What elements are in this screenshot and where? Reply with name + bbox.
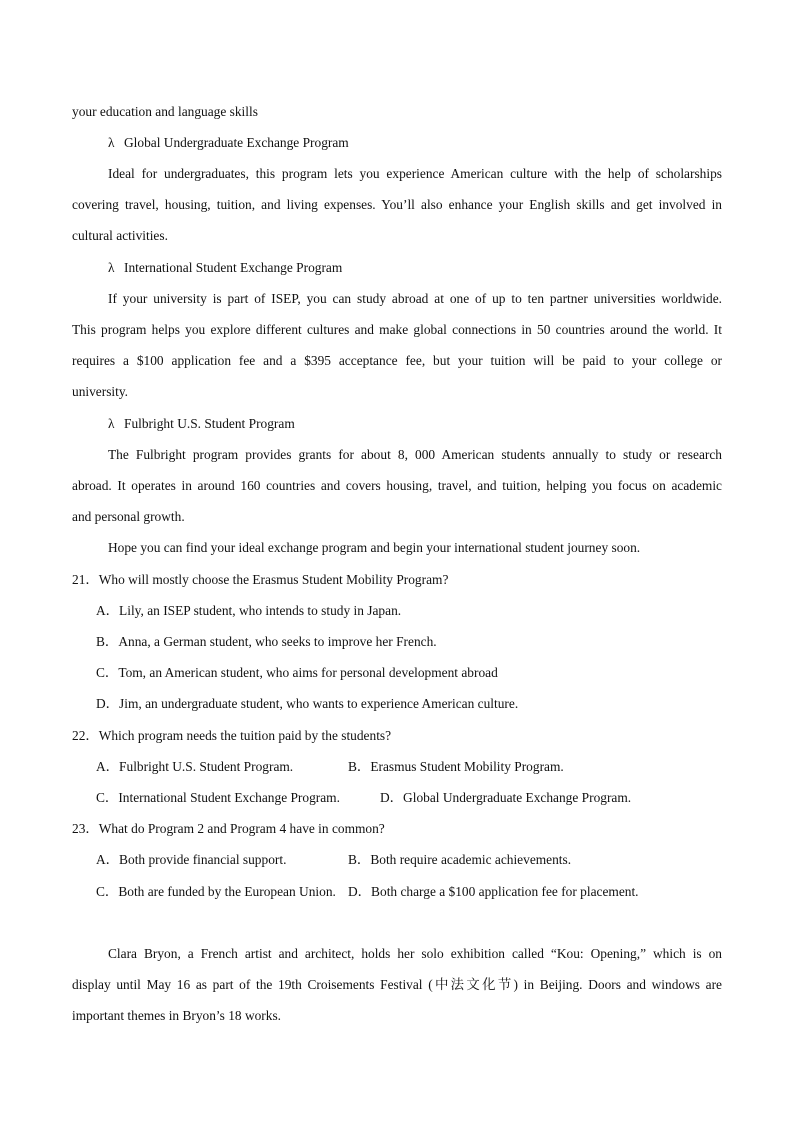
paragraph-line: Ideal for undergraduates, this program lets you experience American culture with the help of scholarships bbox=[108, 166, 722, 181]
paragraph-line: Clara Bryon, a French artist and architect, holds her solo exhibition called “Kou: Opening,” which is on bbox=[108, 946, 722, 961]
paragraph-line: If your university is part of ISEP, you can study abroad at one of up to ten partner universities worldwide. bbox=[108, 291, 722, 306]
answer-option: A．Lily, an ISEP student, who intends to study in Japan. bbox=[96, 603, 402, 618]
paragraph-line: This program helps you explore different cultures and make global connections in 50 countries around the world. It bbox=[72, 322, 722, 337]
question-stem: 21．Who will mostly choose the Erasmus Student Mobility Program? bbox=[72, 572, 449, 587]
answer-option: C．International Student Exchange Program. bbox=[96, 790, 340, 805]
paragraph-line: requires a $100 application fee and a $395 acceptance fee, but your tuition will be paid to your college or bbox=[72, 353, 722, 368]
answer-option: D．Global Undergraduate Exchange Program. bbox=[380, 790, 632, 805]
paragraph-line: university. bbox=[72, 384, 129, 399]
program-heading bbox=[108, 416, 295, 432]
closing-line: Hope you can find your ideal exchange program and begin your international student journey soon. bbox=[108, 540, 641, 555]
paragraph-line: important themes in Bryon’s 18 works. bbox=[72, 1008, 282, 1023]
answer-option: B．Erasmus Student Mobility Program. bbox=[348, 759, 564, 774]
bullet-icon: λ bbox=[108, 135, 115, 150]
answer-option: B．Anna, a German student, who seeks to improve her French. bbox=[96, 634, 437, 649]
paragraph-line: The Fulbright program provides grants for about 8, 000 American students annually to study or research bbox=[108, 447, 722, 462]
paragraph-line: and personal growth. bbox=[72, 509, 185, 524]
bullet-icon: λ bbox=[108, 260, 115, 275]
answer-option: D．Both charge a $100 application fee for placement. bbox=[348, 884, 639, 899]
paragraph-line: abroad. It operates in around 160 countries and covers housing, travel, and tuition, helping you focus on academic bbox=[72, 478, 722, 493]
program-title: International Student Exchange Program bbox=[124, 260, 343, 275]
answer-option: B．Both require academic achievements. bbox=[348, 852, 572, 867]
program-title: Fulbright U.S. Student Program bbox=[124, 416, 295, 431]
answer-option: A．Both provide financial support. bbox=[96, 852, 287, 867]
bullet-icon: λ bbox=[108, 416, 115, 431]
program-heading bbox=[108, 135, 349, 151]
answer-option: A．Fulbright U.S. Student Program. bbox=[96, 759, 294, 774]
question-stem: 22．Which program needs the tuition paid by the students? bbox=[72, 728, 392, 743]
answer-option: C．Both are funded by the European Union. bbox=[96, 884, 336, 899]
program-heading bbox=[108, 260, 342, 276]
paragraph-line: covering travel, housing, tuition, and living expenses. You’ll also enhance your English skills and get involved in bbox=[72, 197, 722, 212]
answer-option: D．Jim, an undergraduate student, who wants to experience American culture. bbox=[96, 696, 519, 711]
paragraph-line: cultural activities. bbox=[72, 228, 168, 243]
program-title: Global Undergraduate Exchange Program bbox=[124, 135, 349, 150]
paragraph-line: display until May 16 as part of the 19th Croisements Festival (中法文化节) in Beijing. Doors and windows are bbox=[72, 977, 722, 992]
answer-option: C．Tom, an American student, who aims for personal development abroad bbox=[96, 665, 498, 680]
question-stem: 23．What do Program 2 and Program 4 have in common? bbox=[72, 821, 385, 836]
passage-intro-line: your education and language skills bbox=[72, 104, 258, 119]
